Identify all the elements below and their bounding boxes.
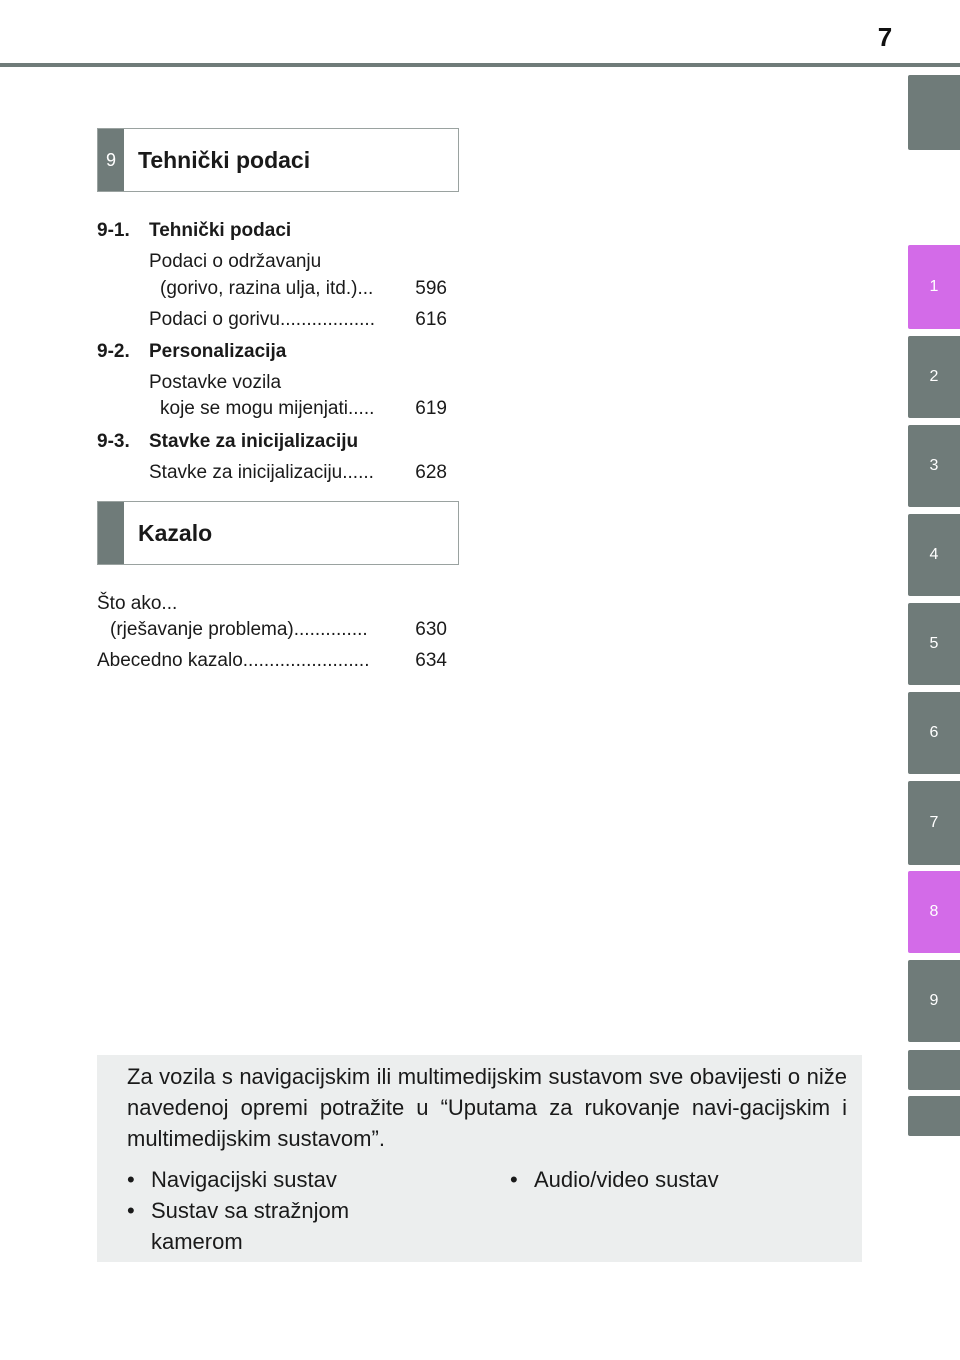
side-tab-6[interactable]: 6 — [908, 692, 960, 774]
section-title-9: Tehnički podaci — [138, 146, 311, 173]
bullet-text: kamerom — [151, 1229, 243, 1254]
toc-entry-troubleshooting[interactable] — [110, 618, 447, 642]
info-text: Za vozila s navigacijskim ili multimedijskim sustavom sve obavijesti o niže navedenoj opremi potražite u “Uputama za rukovanje navi-gacijskim i multimedijskim sustavom”. — [127, 1064, 847, 1151]
toc-group-title: Tehnički podaci — [149, 220, 292, 241]
bullet-text: Sustav sa stražnjom — [151, 1198, 350, 1223]
info-box — [97, 1055, 862, 1262]
toc-entry-initialization-items[interactable] — [149, 461, 447, 485]
toc-entry-customizable-features[interactable] — [160, 397, 447, 421]
bullet-dot: • — [127, 1167, 135, 1192]
toc-page-number: 628 — [415, 462, 447, 483]
toc-page-number: 634 — [415, 650, 447, 671]
toc-leader-dots: ........................ — [242, 650, 370, 671]
toc-entry-text: Abecedno kazalo — [97, 650, 243, 671]
section-bar-index — [98, 502, 124, 564]
toc-leader-dots: ... — [357, 278, 374, 299]
toc-entry-text: Podaci o gorivu — [149, 309, 280, 330]
toc-entry-maintenance-data[interactable] — [160, 277, 447, 301]
toc-group-9-2[interactable] — [97, 340, 286, 364]
toc-entry-text: (gorivo, razina ulja, itd.) — [160, 278, 358, 299]
toc-page-number: 616 — [415, 309, 447, 330]
page-number: 7 — [877, 22, 893, 52]
toc-group-9-1[interactable] — [97, 219, 291, 243]
bullet-rear-camera — [127, 1195, 349, 1226]
side-tab-4[interactable]: 4 — [908, 514, 960, 596]
section-number-9: 9 — [98, 129, 124, 191]
section-title-index: Kazalo — [138, 519, 213, 546]
bullet-audio-video-system — [510, 1164, 719, 1195]
bullet-text: Navigacijski sustav — [151, 1167, 337, 1192]
bullet-navigation-system — [127, 1164, 337, 1195]
side-tab-7[interactable]: 7 — [908, 781, 960, 865]
toc-entry-alphabetical-index[interactable] — [97, 649, 447, 673]
toc-group-title: Personalizacija — [149, 341, 287, 362]
toc-entry-line: Podaci o održavanju — [149, 251, 322, 272]
bullet-text: Audio/video sustav — [534, 1167, 719, 1192]
toc-leader-dots: ...... — [342, 462, 374, 483]
side-tab-2[interactable]: 2 — [908, 336, 960, 418]
side-tab-blank-top[interactable] — [908, 75, 960, 150]
side-tab-1[interactable]: 1 — [908, 245, 960, 329]
toc-group-code: 9-3. — [97, 431, 130, 452]
toc-entry-line: Postavke vozila — [149, 372, 282, 393]
side-tab-blank-b[interactable] — [908, 1096, 960, 1136]
side-tab-8[interactable]: 8 — [908, 871, 960, 953]
bullet-rear-camera-cont — [127, 1226, 243, 1257]
top-rule — [0, 63, 960, 67]
toc-group-9-3[interactable] — [97, 430, 358, 454]
toc-entry-text: (rješavanje problema) — [110, 619, 294, 640]
toc-leader-dots: .............. — [293, 619, 368, 640]
side-tab-9[interactable]: 9 — [908, 960, 960, 1042]
section-header-9 — [97, 128, 459, 192]
toc-page-number: 630 — [415, 619, 447, 640]
toc-leader-dots: .................. — [279, 309, 375, 330]
bullet-dot: • — [510, 1167, 518, 1192]
toc-entry-text: Stavke za inicijalizaciju — [149, 462, 343, 483]
side-tab-5[interactable]: 5 — [908, 603, 960, 685]
bullet-dot: • — [127, 1198, 135, 1223]
toc-group-title: Stavke za inicijalizaciju — [149, 431, 359, 452]
side-tab-blank-a[interactable] — [908, 1050, 960, 1090]
toc-page-number: 596 — [415, 278, 447, 299]
toc-group-code: 9-2. — [97, 341, 130, 362]
toc-entry-text: koje se mogu mijenjati — [160, 398, 348, 419]
toc-entry-line: Što ako... — [97, 593, 178, 614]
toc-leader-dots: ..... — [347, 398, 375, 419]
toc-page-number: 619 — [415, 398, 447, 419]
toc-entry-fuel-data[interactable] — [149, 308, 447, 332]
side-tab-3[interactable]: 3 — [908, 425, 960, 507]
toc-group-code: 9-1. — [97, 220, 130, 241]
section-header-index — [97, 501, 459, 565]
